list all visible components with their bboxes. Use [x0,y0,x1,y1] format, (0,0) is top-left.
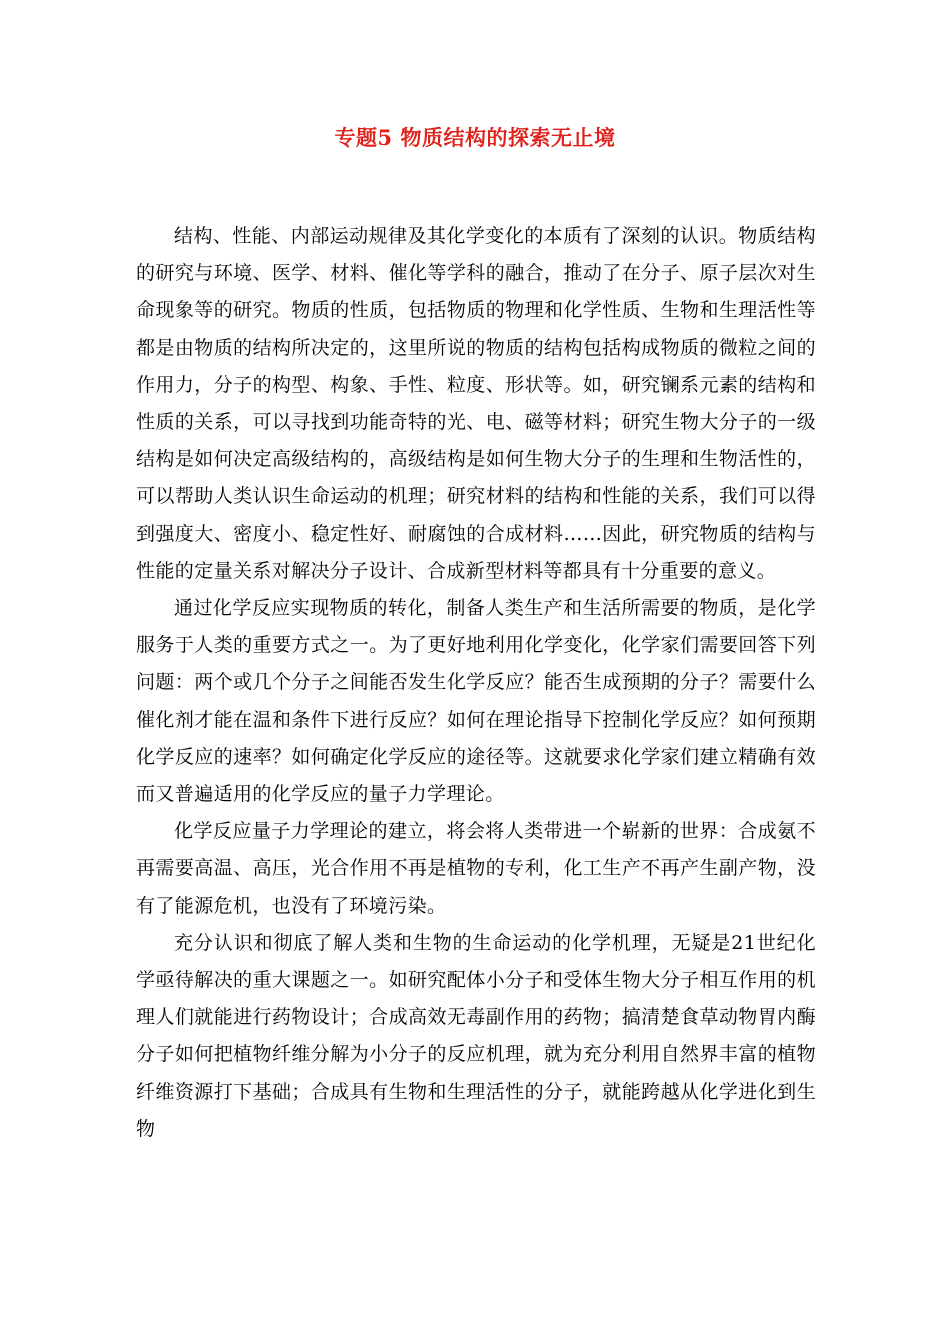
paragraph-4: 充分认识和彻底了解人类和生物的生命运动的化学机理，无疑是21世纪化学亟待解决的重大课题之一。如研究配体小分子和受体生物大分子相互作用的机理人们就能进行药物设计；合成高效无毒副作用的药物；搞清楚食草动物胃内酶分子如何把植物纤维分解为小分子的反应机理，就为充分利用自然界丰富的植物纤维资源打下基础；合成具有生物和生理活性的分子，就能跨越从化学进化到生物 [136,931,816,1140]
page-title: 专题5 物质结构的探索无止境 [334,125,616,150]
document-body [136,218,816,1148]
paragraph-3: 化学反应量子力学理论的建立，将会将人类带进一个崭新的世界：合成氨不再需要高温、高压，光合作用不再是植物的专利，化工生产不再产生副产物，没有了能源危机，也没有了环境污染。 [136,820,816,917]
paragraph-1: 结构、性能、内部运动规律及其化学变化的本质有了深刻的认识。物质结构的研究与环境、医学、材料、催化等学科的融合，推动了在分子、原子层次对生命现象等的研究。物质的性质，包括物质的物理和化学性质、生物和生理活性等都是由物质的结构所决定的，这里所说的物质的结构包括构成物质的微粒之间的作用力，分子的构型、构象、手性、粒度、形状等。如，研究镧系元素的结构和性质的关系，可以寻找到功能奇特的光、电、磁等材料；研究生物大分子的一级结构是如何决定高级结构的，高级结构是如何生物大分子的生理和生物活性的，可以帮助人类认识生命运动的机理；研究材料的结构和性能的关系，我们可以得到强度大、密度小、稳定性好、耐腐蚀的合成材料……因此，研究物质的结构与性能的定量关系对解决分子设计、合成新型材料等都具有十分重要的意义。 [136,225,816,582]
paragraph-2: 通过化学反应实现物质的转化，制备人类生产和生活所需要的物质，是化学服务于人类的重要方式之一。为了更好地利用化学变化，化学家们需要回答下列问题：两个或几个分子之间能否发生化学反应？能否生成预期的分子？需要什么催化剂才能在温和条件下进行反应？如何在理论指导下控制化学反应？如何预期化学反应的速率？如何确定化学反应的途径等。这就要求化学家们建立精确有效而又普遍适用的化学反应的量子力学理论。 [136,597,816,806]
